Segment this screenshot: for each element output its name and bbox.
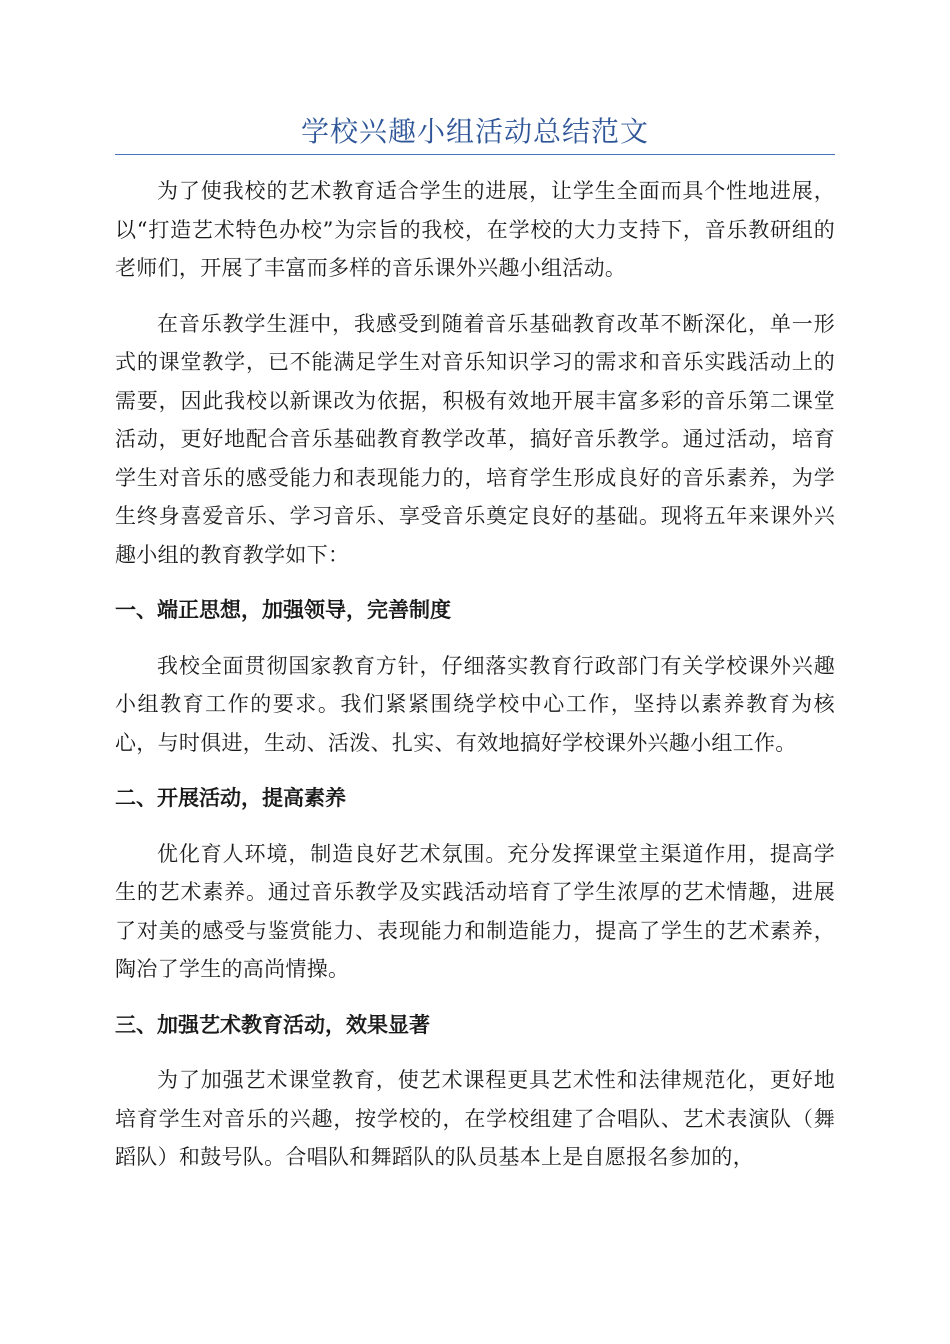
paragraph: 优化育人环境，制造良好艺术氛围。充分发挥课堂主渠道作用，提高学生的艺术素养。通过音乐教学及实践活动培育了学生浓厚的艺术情趣，进展了对美的感受与鉴赏能力、表现能力和制造能力，提高了学生的艺术素养，陶冶了学生的高尚情操。: [115, 841, 835, 981]
paragraph: 我校全面贯彻国家教育方针，仔细落实教育行政部门有关学校课外兴趣小组教育工作的要求。我们紧紧围绕学校中心工作，坚持以素养教育为核心，与时俱进，生动、活泼、扎实、有效地搞好学校课外兴趣小组工作。: [115, 653, 835, 755]
document-title: 学校兴趣小组活动总结范文: [300, 115, 649, 148]
section-heading: 一、端正思想，加强领导，完善制度: [115, 598, 451, 622]
paragraph: 在音乐教学生涯中，我感受到随着音乐基础教育改革不断深化，单一形式的课堂教学，已不能满足学生对音乐知识学习的需求和音乐实践活动上的需要，因此我校以新课改为依据，积极有效地开展丰富多彩的音乐第二课堂活动，更好地配合音乐基础教育教学改革，搞好音乐教学。通过活动，培育学生对音乐的感受能力和表现能力的，培育学生形成良好的音乐素养，为学生终身喜爱音乐、学习音乐、享受音乐奠定良好的基础。现将五年来课外兴趣小组的教育教学如下：: [115, 311, 835, 567]
document-body: [115, 172, 835, 1177]
title-underline: [115, 154, 835, 155]
section-heading: 三、加强艺术教育活动，效果显著: [115, 1012, 430, 1037]
section-heading: 二、开展活动，提高素养: [115, 786, 346, 810]
paragraph: 为了使我校的艺术教育适合学生的进展，让学生全面而具个性地进展，以“打造艺术特色办校”为宗旨的我校，在学校的大力支持下，音乐教研组的老师们，开展了丰富而多样的音乐课外兴趣小组活动。: [115, 179, 835, 280]
paragraph: 为了加强艺术课堂教育，使艺术课程更具艺术性和法律规范化，更好地培育学生对音乐的兴趣，按学校的，在学校组建了合唱队、艺术表演队（舞蹈队）和鼓号队。合唱队和舞蹈队的队员基本上是自愿报名参加的，: [115, 1068, 835, 1169]
